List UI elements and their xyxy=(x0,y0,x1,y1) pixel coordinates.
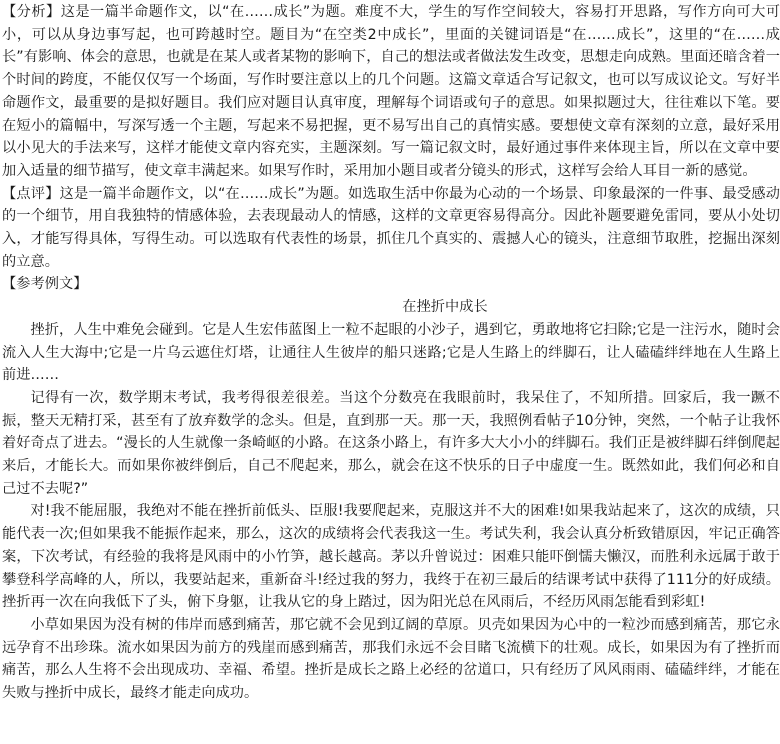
analysis-paragraph: 【分析】这是一篇半命题作文，以“在……成长”为题。难度不大，学生的写作空间较大，容易打开思路，写作方向可大可小，可以从身边事写起，也可跨越时空。题目为“在空类2中成长”，里面的关键词语是“在……成长”，这里的“在……成长”有影响、体会的意思，也就是在某人或者某物的影响下，自己的想法或者做法发生改变，思想走向成熟。里面还暗含着一个时间的跨度，不能仅仅写一个场面，写作时要注意以上的几个问题。这篇文章适合写记叙文，也可以写成议论文。写好半命题作文，最重要的是拟好题目。我们应对题目认真审度，理解每个词语或句子的意思。如果拟题过大，往往难以下笔。要在短小的篇幅中，写深写透一个主题，写起来不易把握，更不易写出自己的真情实感。要想使文章有深刻的立意，最好采用以小见大的手法来写，这样才能使文章内容充实，主题深刻。写一篇记叙文时，最好通过事件来体现主旨，所以在文章中要加入适量的细节描写，使文章丰满起来。如果写作时，采用加小题目或者分镜头的形式，这样写会给人耳目一新的感觉。 xyxy=(2,4,780,179)
essay-paragraph-3: 对!我不能屈服，我绝对不能在挫折前低头、臣服!我要爬起来，克服这并不大的困难!如果我站起来了，这次的成绩，只能代表一次;但如果我不能振作起来，那么，这次的成绩将会代表我这一生。考试失利，我会认真分析致错原因，牢记正确答案，下次考试，有经验的我将是风雨中的小竹笋，越长越高。茅以升曾说过：困难只能吓倒懦夫懒汉，而胜利永远属于敢于攀登科学高峰的人，所以，我要站起来，重新奋斗!经过我的努力，我终于在初三最后的结课考试中获得了111分的好成绩。挫折再一次在向我低下了头，俯下身躯，让我从它的身上踏过，因为阳光总在风雨后，不经历风雨怎能看到彩虹! xyxy=(2,503,780,611)
essay-paragraph-1: 挫折，人生中难免会碰到。它是人生宏伟蓝图上一粒不起眼的小沙子，遇到它，勇敢地将它扫除;它是一注污水，随时会流入人生大海中;它是一片乌云遮住灯塔，让通往人生彼岸的船只迷路;它是人生路上的绊脚石，让人磕磕绊绊地在人生路上前进…… xyxy=(2,321,780,384)
essay-paragraph-2: 记得有一次，数学期末考试，我考得很差很差。当这个分数亮在我眼前时，我呆住了，不知所措。回家后，我一蹶不振，整天无精打采，甚至有了放弃数学的念头。但是，直到那一天。那一天，我照例看帖子10分钟，突然，一个帖子让我怀着好奇点了进去。“漫长的人生就像一条崎岖的小路。在这条小路上，有许多大大小小的绊脚石。我们正是被绊脚石绊倒爬起来后，才能长大。而如果你被绊倒后，自己不爬起来，那么，就会在这不快乐的日子中虚度一生。既然如此，我们何必和自己过不去呢?” xyxy=(2,389,780,497)
essay-paragraph-4: 小草如果因为没有树的伟岸而感到痛苦，那它就不会见到辽阔的草原。贝壳如果因为心中的一粒沙而感到痛苦，那它永远孕育不出珍珠。流水如果因为前方的残崖而感到痛苦，那我们永远不会目睹飞流横下的壮观。成长，如果因为有了挫折而痛苦，那么人生将不会出现成功、幸福、希望。挫折是成长之路上必经的岔道口，只有经历了风风雨雨、磕磕绊绊，才能在失败与挫折中成长，最终才能走向成功。 xyxy=(2,616,780,702)
reference-heading: 【参考例文】 xyxy=(2,276,88,293)
comment-paragraph: 【点评】这是一篇半命题作文，以“在……成长”为题。如选取生活中你最为心动的一个场景、印象最深的一件事、最受感动的一个细节，用自我独特的情感体验，去表现最动人的情感，这样的文章更容易得高分。因此补题要避免雷同，要从小处切入，才能写得具体，写得生动。可以选取有代表性的场景，抓住几个真实的、震撼人心的镜头，注意细节取胜，挖掘出深刻的立意。 xyxy=(2,185,780,270)
essay-title: 在挫折中成长 xyxy=(402,299,488,316)
